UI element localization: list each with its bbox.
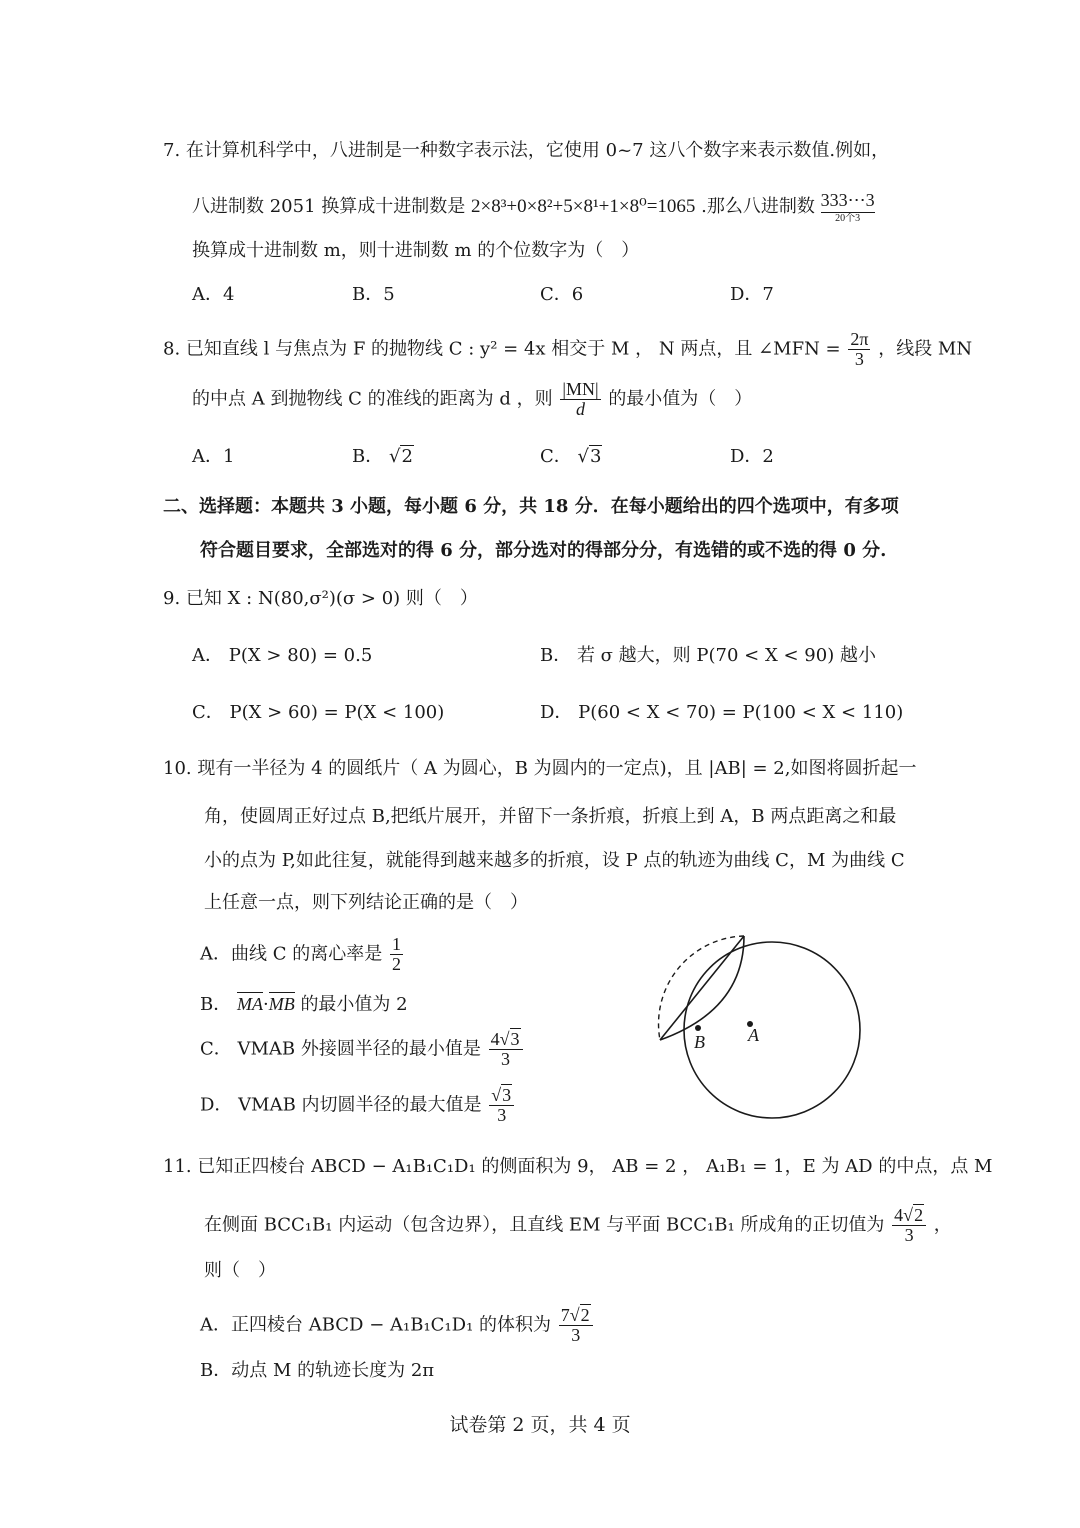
- q11-text-1: 已知正四棱台 ABCD − A₁B₁C₁D₁ 的侧面积为 9， AB = 2 ， A₁B₁ = 1，E 为 AD 的中点，点 M: [197, 1156, 993, 1177]
- label-a: A: [748, 1025, 759, 1045]
- q8-text-2a: 的中点 A 到抛物线 C 的准线的距离为 d ，则: [192, 388, 553, 410]
- q9-stem-line: [163, 588, 478, 610]
- q8-option-b-radicand: 2: [401, 446, 413, 467]
- q10-option-d-den: 3: [497, 1104, 507, 1125]
- q11-option-a-sqrt: √2: [569, 1305, 590, 1325]
- q10-text-2: 角，使圆周正好过点 B,把纸片展开，并留下一条折痕，折痕上到 A，B 两点距离之和最: [204, 806, 897, 827]
- q10-option-b-text: 的最小值为 2: [300, 994, 408, 1015]
- q9-option-c: C． P(X > 60) = P(X < 100): [192, 702, 445, 723]
- q10-option-c-coef: 4: [490, 1029, 500, 1049]
- q7-option-a: A．4: [192, 284, 235, 305]
- q11-option-a-radicand: 2: [580, 1305, 590, 1325]
- q7-octal-number: [821, 190, 875, 224]
- q10-text-1: 现有一半径为 4 的圆纸片（ A 为圆心，B 为圆内的一定点)，且 |AB| = 2,如图将圆折起一: [197, 758, 917, 779]
- q11-option-b: B．动点 M 的轨迹长度为 2π: [200, 1360, 435, 1381]
- q10-line1: [163, 758, 916, 780]
- q10-text-3: 小的点为 P,如此往复，就能得到越来越多的折痕，设 P 点的轨迹为曲线 C，M 为曲线 C: [204, 850, 905, 871]
- q11-option-a-text: A．正四棱台 ABCD − A₁B₁C₁D₁ 的体积为: [200, 1314, 552, 1336]
- q11-text-2: 在侧面 BCC₁B₁ 内运动（包含边界），且直线 EM 与平面 BCC₁B₁ 所成角的正切值为: [204, 1214, 885, 1236]
- q7-line1: [163, 140, 889, 162]
- q8-number: 8.: [163, 338, 181, 360]
- q11-option-a-fraction: [559, 1306, 593, 1345]
- q8-option-c-label: C．: [540, 446, 572, 467]
- q8-option-d: D．2: [730, 446, 774, 467]
- q7-text-2a: 八进制数 2051 换算成十进制数是: [192, 195, 466, 217]
- q8-option-a: A．1: [192, 446, 235, 467]
- q11-tangent-den: 3: [904, 1224, 914, 1245]
- q10-text-4: 上任意一点，则下列结论正确的是（ ）: [204, 892, 528, 913]
- q11-option-a-coef: 7: [560, 1305, 570, 1325]
- q7-formula: 2×8³+0×8²+5×8¹+1×8⁰=1065: [471, 195, 696, 217]
- q11-tangent-coef: 4: [894, 1205, 904, 1225]
- q7-text-3: 换算成十进制数 m，则十进制数 m 的个位数字为（ ）: [192, 240, 640, 261]
- q10-option-a: [200, 935, 405, 974]
- q8-text-2b: 的最小值为（ ）: [608, 388, 753, 410]
- q10-option-b-label: B．: [200, 994, 232, 1015]
- q7-option-b: B．5: [352, 284, 395, 305]
- q8-angle-num: 2π: [850, 329, 869, 349]
- q10-option-d-sqrt: √3: [491, 1085, 512, 1105]
- q10-option-c-num: [489, 1030, 523, 1050]
- q10-option-a-fraction: [390, 935, 403, 974]
- q7-octal-count: 20个3: [821, 212, 875, 224]
- q8-option-b: [352, 446, 414, 468]
- q11-line1: [163, 1156, 992, 1178]
- q9-option-d: D． P(60 < X < 70) = P(100 < X < 110): [540, 702, 904, 723]
- q10-option-c-sqrt: √3: [499, 1029, 520, 1049]
- q9-option-b: B． 若 σ 越大，则 P(70 < X < 90) 越小: [540, 645, 876, 666]
- q10-option-c-den: 3: [501, 1048, 511, 1069]
- q7-text-2b: .那么八进制数: [701, 195, 815, 217]
- q7-octal-digits: 333⋯3: [820, 190, 875, 210]
- q11-text-3: 则（ ）: [204, 1260, 276, 1281]
- q10-option-d-fraction: [489, 1086, 514, 1125]
- q10-number: 10.: [163, 758, 192, 779]
- q8-ratio-num: |MN|: [562, 379, 599, 399]
- q10-option-c: [200, 1030, 525, 1069]
- q10-vector-mb: MB: [268, 994, 295, 1014]
- section2-heading-1: 二、选择题：本题共 3 小题，每小题 6 分，共 18 分．在每小题给出的四个选项中，有多项: [163, 496, 899, 517]
- q11-tangent-radicand: 2: [914, 1205, 924, 1225]
- q8-text-1b: ，线段 MN: [878, 338, 973, 360]
- q10-option-a-text: A．曲线 C 的离心率是: [200, 943, 383, 965]
- q10-option-d-num: [489, 1086, 514, 1106]
- q7-option-c: C．6: [540, 284, 584, 305]
- q7-text-1: 在计算机科学中，八进制是一种数字表示法，它使用 0~7 这八个数字来表示数值.例如，: [185, 140, 890, 161]
- point-b: [695, 1025, 701, 1031]
- q10-option-a-num: 1: [391, 934, 401, 954]
- q11-option-a: [200, 1306, 595, 1345]
- q8-option-c-sqrt: √3: [577, 446, 602, 467]
- q8-text-1a: 已知直线 l 与焦点为 F 的抛物线 C : y² = 4x 相交于 M ， N 两点，且 ∠MFN =: [185, 338, 841, 360]
- q10-vector-ma: MA: [236, 994, 263, 1014]
- q10-circle-figure: [640, 920, 880, 1130]
- q8-angle-den: 3: [854, 348, 864, 369]
- q8-line1: [163, 330, 972, 369]
- q8-option-c: [540, 446, 602, 468]
- q9-number: 9.: [163, 588, 181, 609]
- q11-tangent-num: [892, 1206, 926, 1226]
- q7-number: 7.: [163, 140, 181, 161]
- q10-option-d-text: D． VMAB 内切圆半径的最大值是: [200, 1094, 482, 1116]
- q9-stem: 已知 X : N(80,σ²)(σ > 0) 则（ ）: [185, 588, 478, 609]
- q11-line2: [204, 1206, 952, 1245]
- q11-text-2-end: ，: [933, 1214, 952, 1236]
- section2-heading-2: 符合题目要求，全部选对的得 6 分，部分选对的得部分分，有选错的或不选的得 0 分.: [200, 540, 887, 561]
- q11-number: 11.: [163, 1156, 192, 1177]
- q10-option-b: B． MA·MB 的最小值为 2: [200, 994, 408, 1015]
- q9-option-a: A． P(X > 80) = 0.5: [192, 645, 373, 666]
- q10-option-c-fraction: [489, 1030, 523, 1069]
- q8-option-b-label: B．: [352, 446, 384, 467]
- q8-option-b-sqrt: √2: [388, 446, 413, 467]
- q10-option-a-den: 2: [391, 953, 401, 974]
- q11-tangent-sqrt: √2: [903, 1205, 924, 1225]
- q10-option-c-text: C． VMAB 外接圆半径的最小值是: [200, 1038, 481, 1060]
- q8-angle-fraction: [848, 330, 870, 369]
- q7-line2: [192, 190, 875, 224]
- q10-option-d-radicand: 3: [502, 1085, 512, 1105]
- q8-ratio-fraction: [560, 380, 600, 419]
- q8-ratio-den: d: [575, 398, 585, 419]
- q11-tangent-fraction: [892, 1206, 926, 1245]
- circle-outline: [684, 942, 860, 1118]
- q7-option-d: D．7: [730, 284, 774, 305]
- q8-line2: [192, 380, 752, 419]
- q11-option-a-den: 3: [571, 1324, 581, 1345]
- q11-option-a-num: [559, 1306, 593, 1326]
- page-footer: 试卷第 2 页，共 4 页: [449, 1414, 631, 1436]
- q10-option-d: [200, 1086, 516, 1125]
- q8-option-c-radicand: 3: [590, 446, 602, 467]
- label-b: B: [694, 1032, 705, 1052]
- q10-option-c-radicand: 3: [510, 1029, 520, 1049]
